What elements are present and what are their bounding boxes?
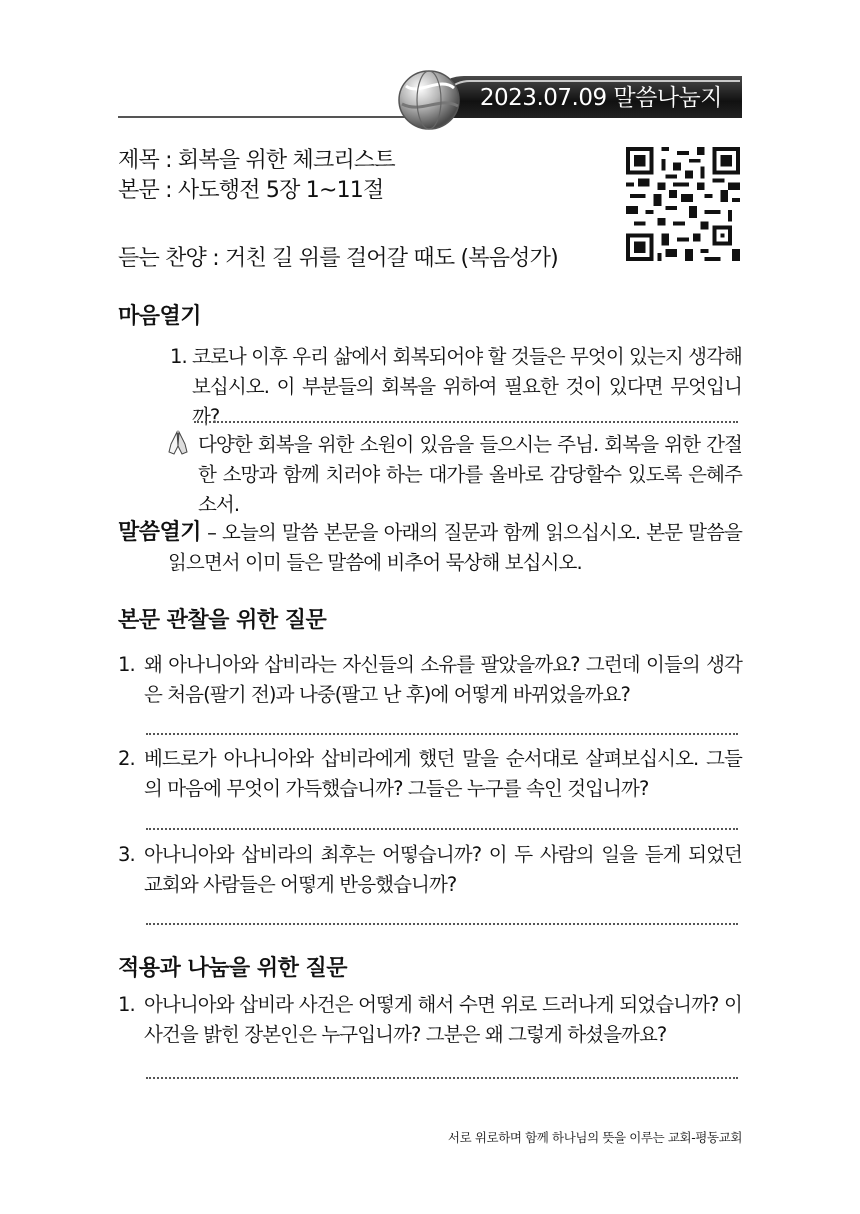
question-number: 1. xyxy=(118,993,135,1016)
word-opening-paragraph xyxy=(118,518,742,578)
question-text: 아나니아와 삽비라의 최후는 어떻습니까? 이 두 사람의 일을 듣게 되었던 교회와 사람들은 어떻게 반응했습니까? xyxy=(144,843,742,896)
answer-line xyxy=(146,923,738,925)
application-question-1 xyxy=(118,990,742,1050)
question-number: 3. xyxy=(118,843,135,866)
question-number: 1. xyxy=(118,653,135,676)
answer-line xyxy=(194,421,738,423)
section-heading-opening: 마음열기 xyxy=(118,304,202,329)
answer-line xyxy=(146,733,738,735)
observation-question-1 xyxy=(118,650,742,710)
question-text: 코로나 이후 우리 삶에서 회복되어야 할 것들은 무엇이 있는지 생각해 보십시오. 이 부분들의 회복을 위하여 필요한 것이 있다면 무엇입니까? xyxy=(192,345,742,428)
section-heading-application: 적용과 나눔을 위한 질문 xyxy=(118,956,347,981)
scripture-reference: 본문 : 사도행전 5장 1~11절 xyxy=(118,178,384,203)
word-opening-text: – 오늘의 말씀 본문을 아래의 질문과 함께 읽으십시오. 본문 말씀을 읽으면서 이미 들은 말씀에 비추어 묵상해 보십시오. xyxy=(168,521,742,574)
answer-line xyxy=(146,828,738,830)
question-text: 왜 아나니아와 삽비라는 자신들의 소유를 팔았을까요? 그런데 이들의 생각은 처음(팔기 전)과 나중(팔고 난 후)에 어떻게 바뀌었을까요? xyxy=(144,653,742,706)
globe-logo-icon xyxy=(396,66,462,132)
praying-hands-icon xyxy=(166,430,190,456)
section-heading-word: 말씀열기 xyxy=(118,520,202,545)
question-number: 2. xyxy=(118,747,135,770)
answer-line xyxy=(146,1077,738,1079)
sermon-title: 제목 : 회복을 위한 체크리스트 xyxy=(118,148,395,173)
question-text: 베드로가 아나니아와 삽비라에게 했던 말을 순서대로 살펴보십시오. 그들의 마음에 무엇이 가득했습니까? 그들은 누구를 속인 것입니까? xyxy=(144,747,742,800)
header-date-title: 2023.07.09 말씀나눔지 xyxy=(479,85,722,111)
section-heading-observation: 본문 관찰을 위한 질문 xyxy=(118,608,327,633)
observation-question-3 xyxy=(118,840,742,900)
qr-code-icon xyxy=(626,147,740,261)
footer-motto: 서로 위로하며 함께 하나님의 뜻을 이루는 교회-평동교회 xyxy=(447,1130,742,1145)
question-text: 아나니아와 삽비라 사건은 어떻게 해서 수면 위로 드러나게 되었습니까? 이 사건을 밝힌 장본인은 누구입니까? 그분은 왜 그렇게 하셨을까요? xyxy=(144,993,742,1046)
question-number: 1. xyxy=(170,345,187,368)
prayer-text: 다양한 회복을 위한 소원이 있음을 들으시는 주님. 회복을 위한 간절한 소망과 함께 치러야 하는 대가를 올바로 감당할수 있도록 은혜주소서. xyxy=(198,433,742,516)
worship-song: 듣는 찬양 : 거친 길 위를 걸어갈 때도 (복음성가) xyxy=(118,246,558,271)
observation-question-2 xyxy=(118,744,742,804)
opening-question-1 xyxy=(170,342,742,432)
